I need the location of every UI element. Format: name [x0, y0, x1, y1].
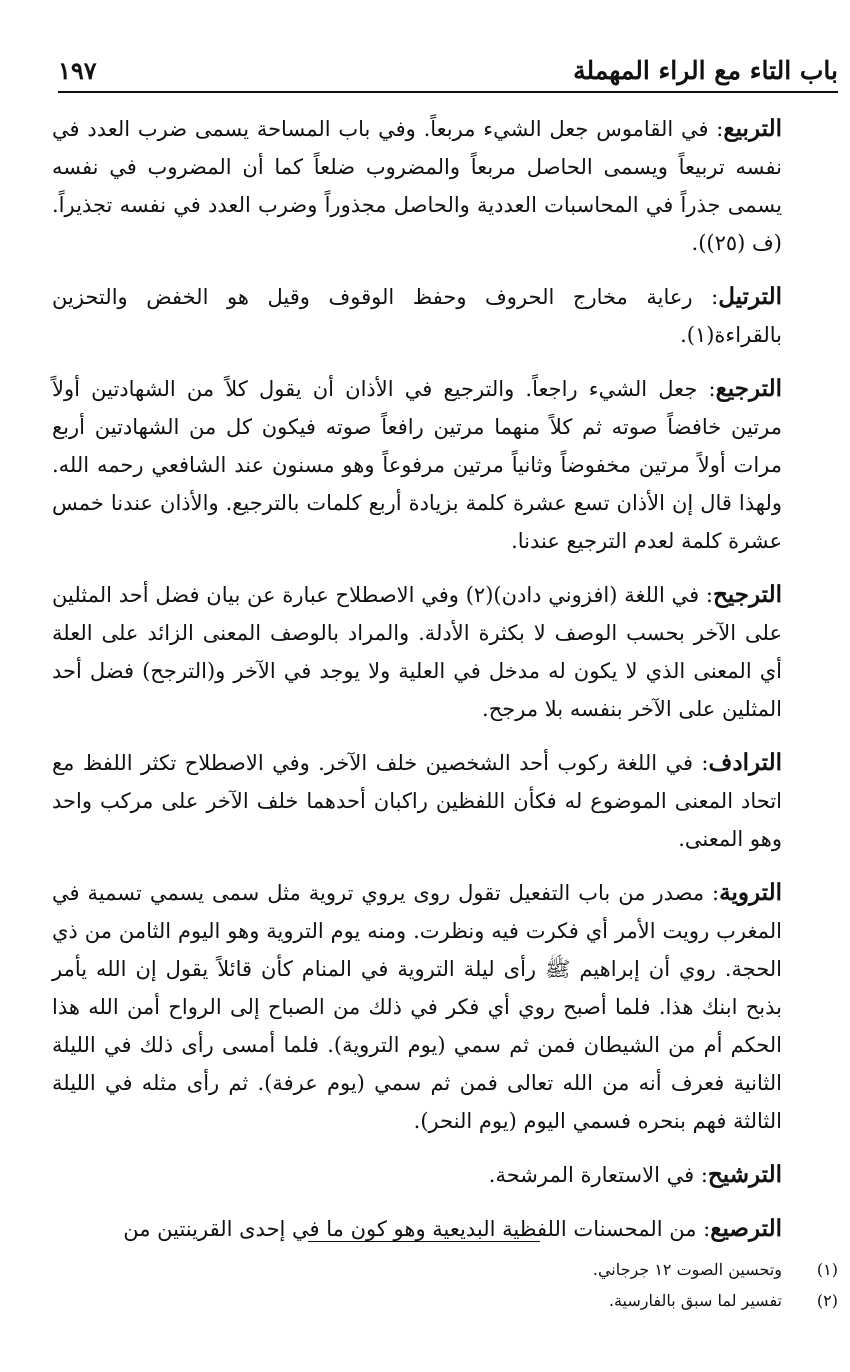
- entry-taraduf: [52, 744, 782, 858]
- header-divider: [58, 91, 838, 93]
- entry-tarsi: [52, 1210, 782, 1248]
- entry-tarji: [52, 370, 782, 560]
- entry-tarbi: [52, 110, 782, 262]
- entry-term: الترتيل: [718, 283, 782, 310]
- entry-term: الترصيع: [710, 1215, 782, 1242]
- footnote-number: (٢): [816, 1291, 838, 1310]
- entry-definition: : جعل الشيء راجعاً. والترجيع في الأذان أن يقول كلاً من الشهادتين أولاً مرتين خافضاً صوته ثم كلاً منهما مرتين رافعاً صوته فيكون كل من الشهادتين أربع مرات أولاً مرتين مخفوضاً وثانياً مرتين مرفوعاً وهو مسنون عند الشافعي رحمه الله. ولهذا قال إن الأذان تسع عشرة كلمة بزيادة أربع كلمات بالترجيع. والأذان عندنا خمس عشرة كلمة لعدم الترجيع عندنا.: [52, 377, 782, 553]
- footnote-item: [52, 1254, 838, 1285]
- entry-term: التروية: [719, 879, 782, 906]
- entry-tarjih: [52, 576, 782, 728]
- entry-term: الترشيح: [707, 1161, 782, 1188]
- entry-definition: : مصدر من باب التفعيل تقول روى يروي تروية مثل سمى يسمي تسمية في المغرب رويت الأمر أي فكرت فيه ونظرت. ومنه يوم التروية وهو اليوم الثامن من ذي الحجة. روي أن إبراهيم ﷺ رأى ليلة التروية في المنام كأن قائلاً يقول إن الله يأمر بذبح ابنك هذا. فلما أصبح روي أي فكر في ذلك من الصباح إلى الرواح أمن الله هذا الحكم أم من الشيطان فمن ثم سمي (يوم التروية). فلما أمسى رأى ذلك في الليلة الثانية فعرف أنه من الله تعالى فمن ثم سمي (يوم عرفة). ثم رأى مثله في الليلة الثالثة فهم بنحره فسمي اليوم (يوم النحر).: [52, 881, 782, 1133]
- entry-term: الترجيح: [712, 581, 782, 608]
- footnote-number: (١): [816, 1260, 838, 1279]
- footnote-item: [52, 1285, 838, 1316]
- page-header: [58, 50, 838, 90]
- entry-tartil: [52, 278, 782, 354]
- entry-term: الترجيع: [715, 375, 782, 402]
- entry-term: التربيع: [723, 115, 782, 142]
- page-number: ١٩٧: [58, 55, 97, 85]
- entry-definition: : في الاستعارة المرشحة.: [488, 1163, 708, 1187]
- entry-tarwiya: [52, 874, 782, 1140]
- entries-body: [52, 110, 782, 1264]
- entry-definition: : من المحسنات اللفظية البديعية وهو كون ما في إحدى القرينتين من: [123, 1217, 711, 1241]
- entry-definition: : في اللغة (افزوني دادن)(٢) وفي الاصطلاح عبارة عن بيان فضل أحد المثلين على الآخر بحسب الوصف لا بكثرة الأدلة. والمراد بالوصف المعنى الزائد على العلة أي المعنى الذي لا يكون له مدخل في العلية ولا يوجد في الآخر و(الترجح) فضل أحد المثلين على الآخر بنفسه بلا مرجح.: [52, 583, 782, 721]
- footnote-text: وتحسين الصوت ١٢ جرجاني.: [592, 1260, 782, 1279]
- footnotes: [52, 1254, 838, 1316]
- footnote-text: تفسير لما سبق بالفارسية.: [608, 1291, 782, 1310]
- chapter-title: باب التاء مع الراء المهملة: [573, 55, 838, 85]
- entry-term: الترادف: [708, 749, 782, 776]
- entry-definition: : في اللغة ركوب أحد الشخصين خلف الآخر. وفي الاصطلاح تكثر اللفظ مع اتحاد المعنى الموضوع له فكأن اللفظين راكبان أحدهما خلف الآخر على مركب واحد وهو المعنى.: [52, 751, 782, 851]
- footnote-divider: [308, 1241, 540, 1242]
- entry-definition: : رعاية مخارج الحروف وحفظ الوقوف وقيل هو الخفض والتحزين بالقراءة(١).: [52, 285, 782, 347]
- entry-definition: : في القاموس جعل الشيء مربعاً. وفي باب المساحة يسمى ضرب العدد في نفسه تربيعاً ويسمى الحاصل مربعاً والمضروب ضلعاً كما أن المضروب في نفسه يسمى جذراً في المحاسبات العددية والحاصل مجذوراً وضرب العدد في نفسه تجذيراً. (ف (٢٥)).: [52, 117, 782, 255]
- entry-tarshih: [52, 1156, 782, 1194]
